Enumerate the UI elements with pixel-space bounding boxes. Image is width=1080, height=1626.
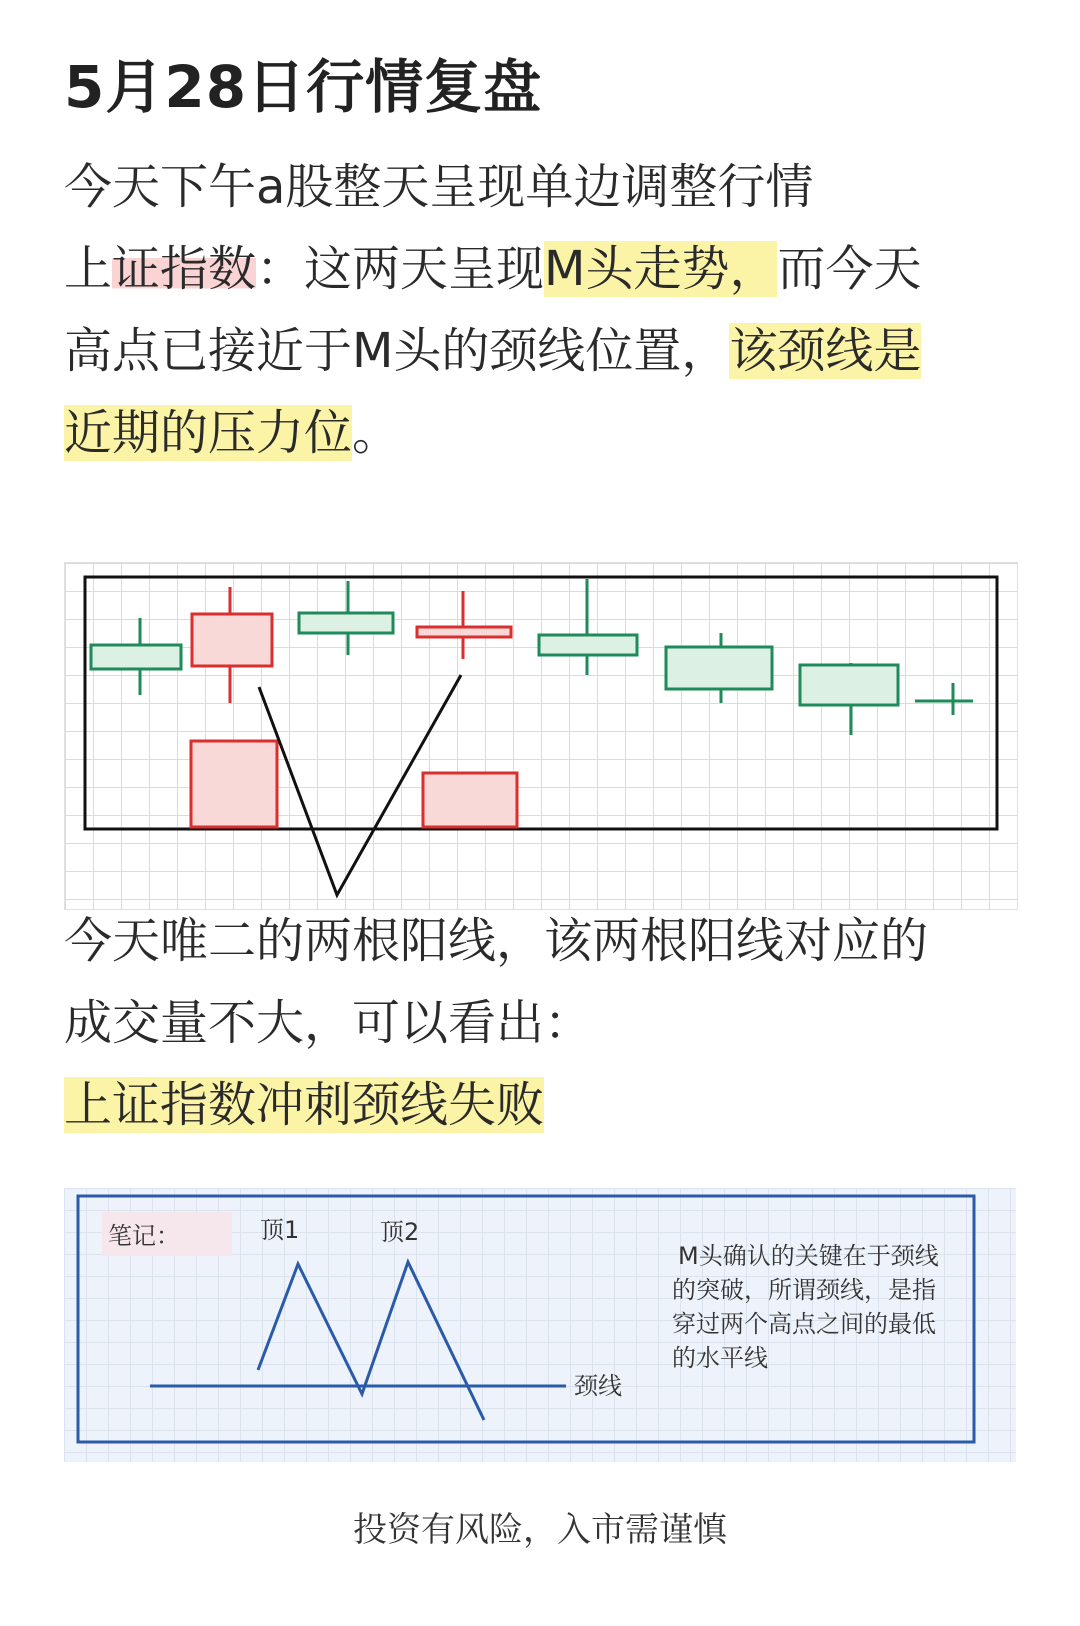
note-svg	[64, 1188, 1016, 1462]
text-period: 。	[352, 405, 401, 461]
page-title: 5月28日行情复盘	[64, 53, 543, 121]
note-panel	[64, 1188, 1016, 1462]
highlight-breakout-fail: 上证指数冲刺颈线失败	[64, 1077, 545, 1133]
note-text-line-3: 穿过两个高点之间的最低	[672, 1310, 936, 1338]
candle-5	[539, 579, 637, 675]
note-label: 笔记：	[108, 1222, 180, 1250]
candle-6	[666, 633, 772, 703]
conclusion-paragraph	[64, 900, 964, 1146]
highlight-index: 证指数	[112, 241, 257, 297]
candle-7	[800, 663, 898, 735]
candle-2	[192, 587, 272, 703]
volume-bar-2	[423, 773, 517, 827]
candlestick-svg	[65, 563, 1017, 909]
candle-3	[299, 581, 393, 655]
note-text-line-2: 的突破，所谓颈线，是指	[672, 1276, 936, 1304]
top2-label: 顶2	[380, 1218, 420, 1246]
intro-paragraph	[64, 146, 964, 474]
neckline-label: 颈线	[574, 1372, 622, 1400]
volume-bar-1	[191, 741, 277, 827]
highlight-neck-pressure: 该颈线是近期的压力位	[64, 323, 922, 461]
candle-8	[915, 683, 973, 715]
intro-line-2	[64, 228, 964, 474]
note-text-line-1: M头确认的关键在于颈线	[678, 1242, 939, 1270]
risk-disclaimer: 投资有风险，入市需谨慎	[353, 1510, 727, 1550]
conclusion-text: 今天唯二的两根阳线，该两根阳线对应的成交量不大，可以看出：	[64, 913, 929, 1051]
note-text-line-4: 的水平线	[672, 1344, 768, 1372]
candle-4	[417, 591, 511, 659]
top1-label: 顶1	[260, 1216, 300, 1244]
text-today: 而今天高点已接近于M头的颈线位置，	[64, 241, 922, 379]
candlestick-chart	[64, 562, 1018, 910]
highlight-m-trend: M头走势，	[544, 241, 778, 297]
text-shang: 上	[64, 241, 113, 297]
conclusion-highlight-line	[64, 1064, 964, 1146]
text-colon: ：这两天呈现	[256, 241, 545, 297]
candle-1	[91, 618, 181, 695]
m-pattern-line	[258, 1262, 484, 1420]
intro-line-1: 今天下午a股整天呈现单边调整行情	[64, 159, 814, 215]
